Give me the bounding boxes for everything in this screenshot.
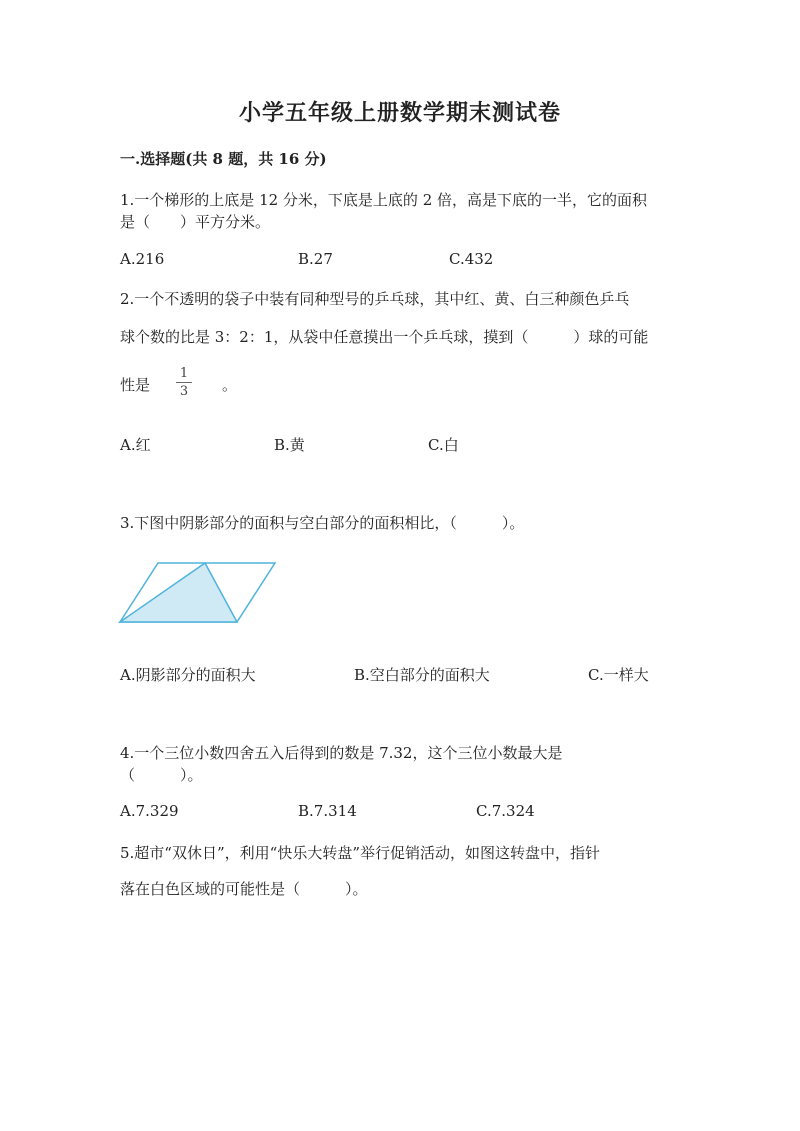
- q1-line-2: 是（ ）平方分米。: [120, 213, 271, 231]
- section-heading: 一.选择题(共 8 题，共 16 分): [120, 150, 327, 168]
- q1-option-c: C.432: [449, 250, 494, 268]
- q5-line-1: 5.超市“双休日”，利用“快乐大转盘”举行促销活动，如图这转盘中，指针: [120, 844, 600, 862]
- q2-line-3-end: 。: [222, 376, 238, 394]
- fraction-denominator: 3: [179, 384, 189, 399]
- q2-fraction: [176, 366, 192, 399]
- q2-line-1: 2.一个不透明的袋子中装有同种型号的乒乓球，其中红、黄、白三种颜色乒乓: [120, 290, 630, 308]
- q2-option-c: C.白: [428, 436, 459, 454]
- q4-option-c: C.7.324: [476, 802, 535, 820]
- q2-option-a: A.红: [120, 436, 151, 454]
- fraction-numerator: 1: [176, 366, 192, 383]
- q4-line-2: （ ）。: [120, 766, 203, 784]
- q3-option-b: B.空白部分的面积大: [354, 666, 490, 684]
- q4-option-a: A.7.329: [120, 802, 179, 820]
- parallelogram-figure: [118, 560, 278, 626]
- q4-line-1: 4.一个三位小数四舍五入后得到的数是 7.32，这个三位小数最大是: [120, 744, 563, 762]
- q3-line-1: 3.下图中阴影部分的面积与空白部分的面积相比，（ ）。: [120, 514, 525, 532]
- q2-option-b: B.黄: [274, 436, 305, 454]
- q1-option-a: A.216: [120, 250, 165, 268]
- q2-line-2: 球个数的比是 3：2：1，从袋中任意摸出一个乒乓球，摸到（ ）球的可能: [120, 328, 649, 346]
- page-title: 小学五年级上册数学期末测试卷: [238, 100, 561, 126]
- q1-option-b: B.27: [298, 250, 333, 268]
- q5-line-2: 落在白色区域的可能性是（ ）。: [120, 880, 368, 898]
- q3-option-c: C.一样大: [588, 666, 649, 684]
- q2-line-3: 性是: [120, 376, 151, 394]
- q3-option-a: A.阴影部分的面积大: [120, 666, 256, 684]
- q1-line-1: 1.一个梯形的上底是 12 分米，下底是上底的 2 倍，高是下底的一半，它的面积: [120, 191, 648, 209]
- q4-option-b: B.7.314: [298, 802, 357, 820]
